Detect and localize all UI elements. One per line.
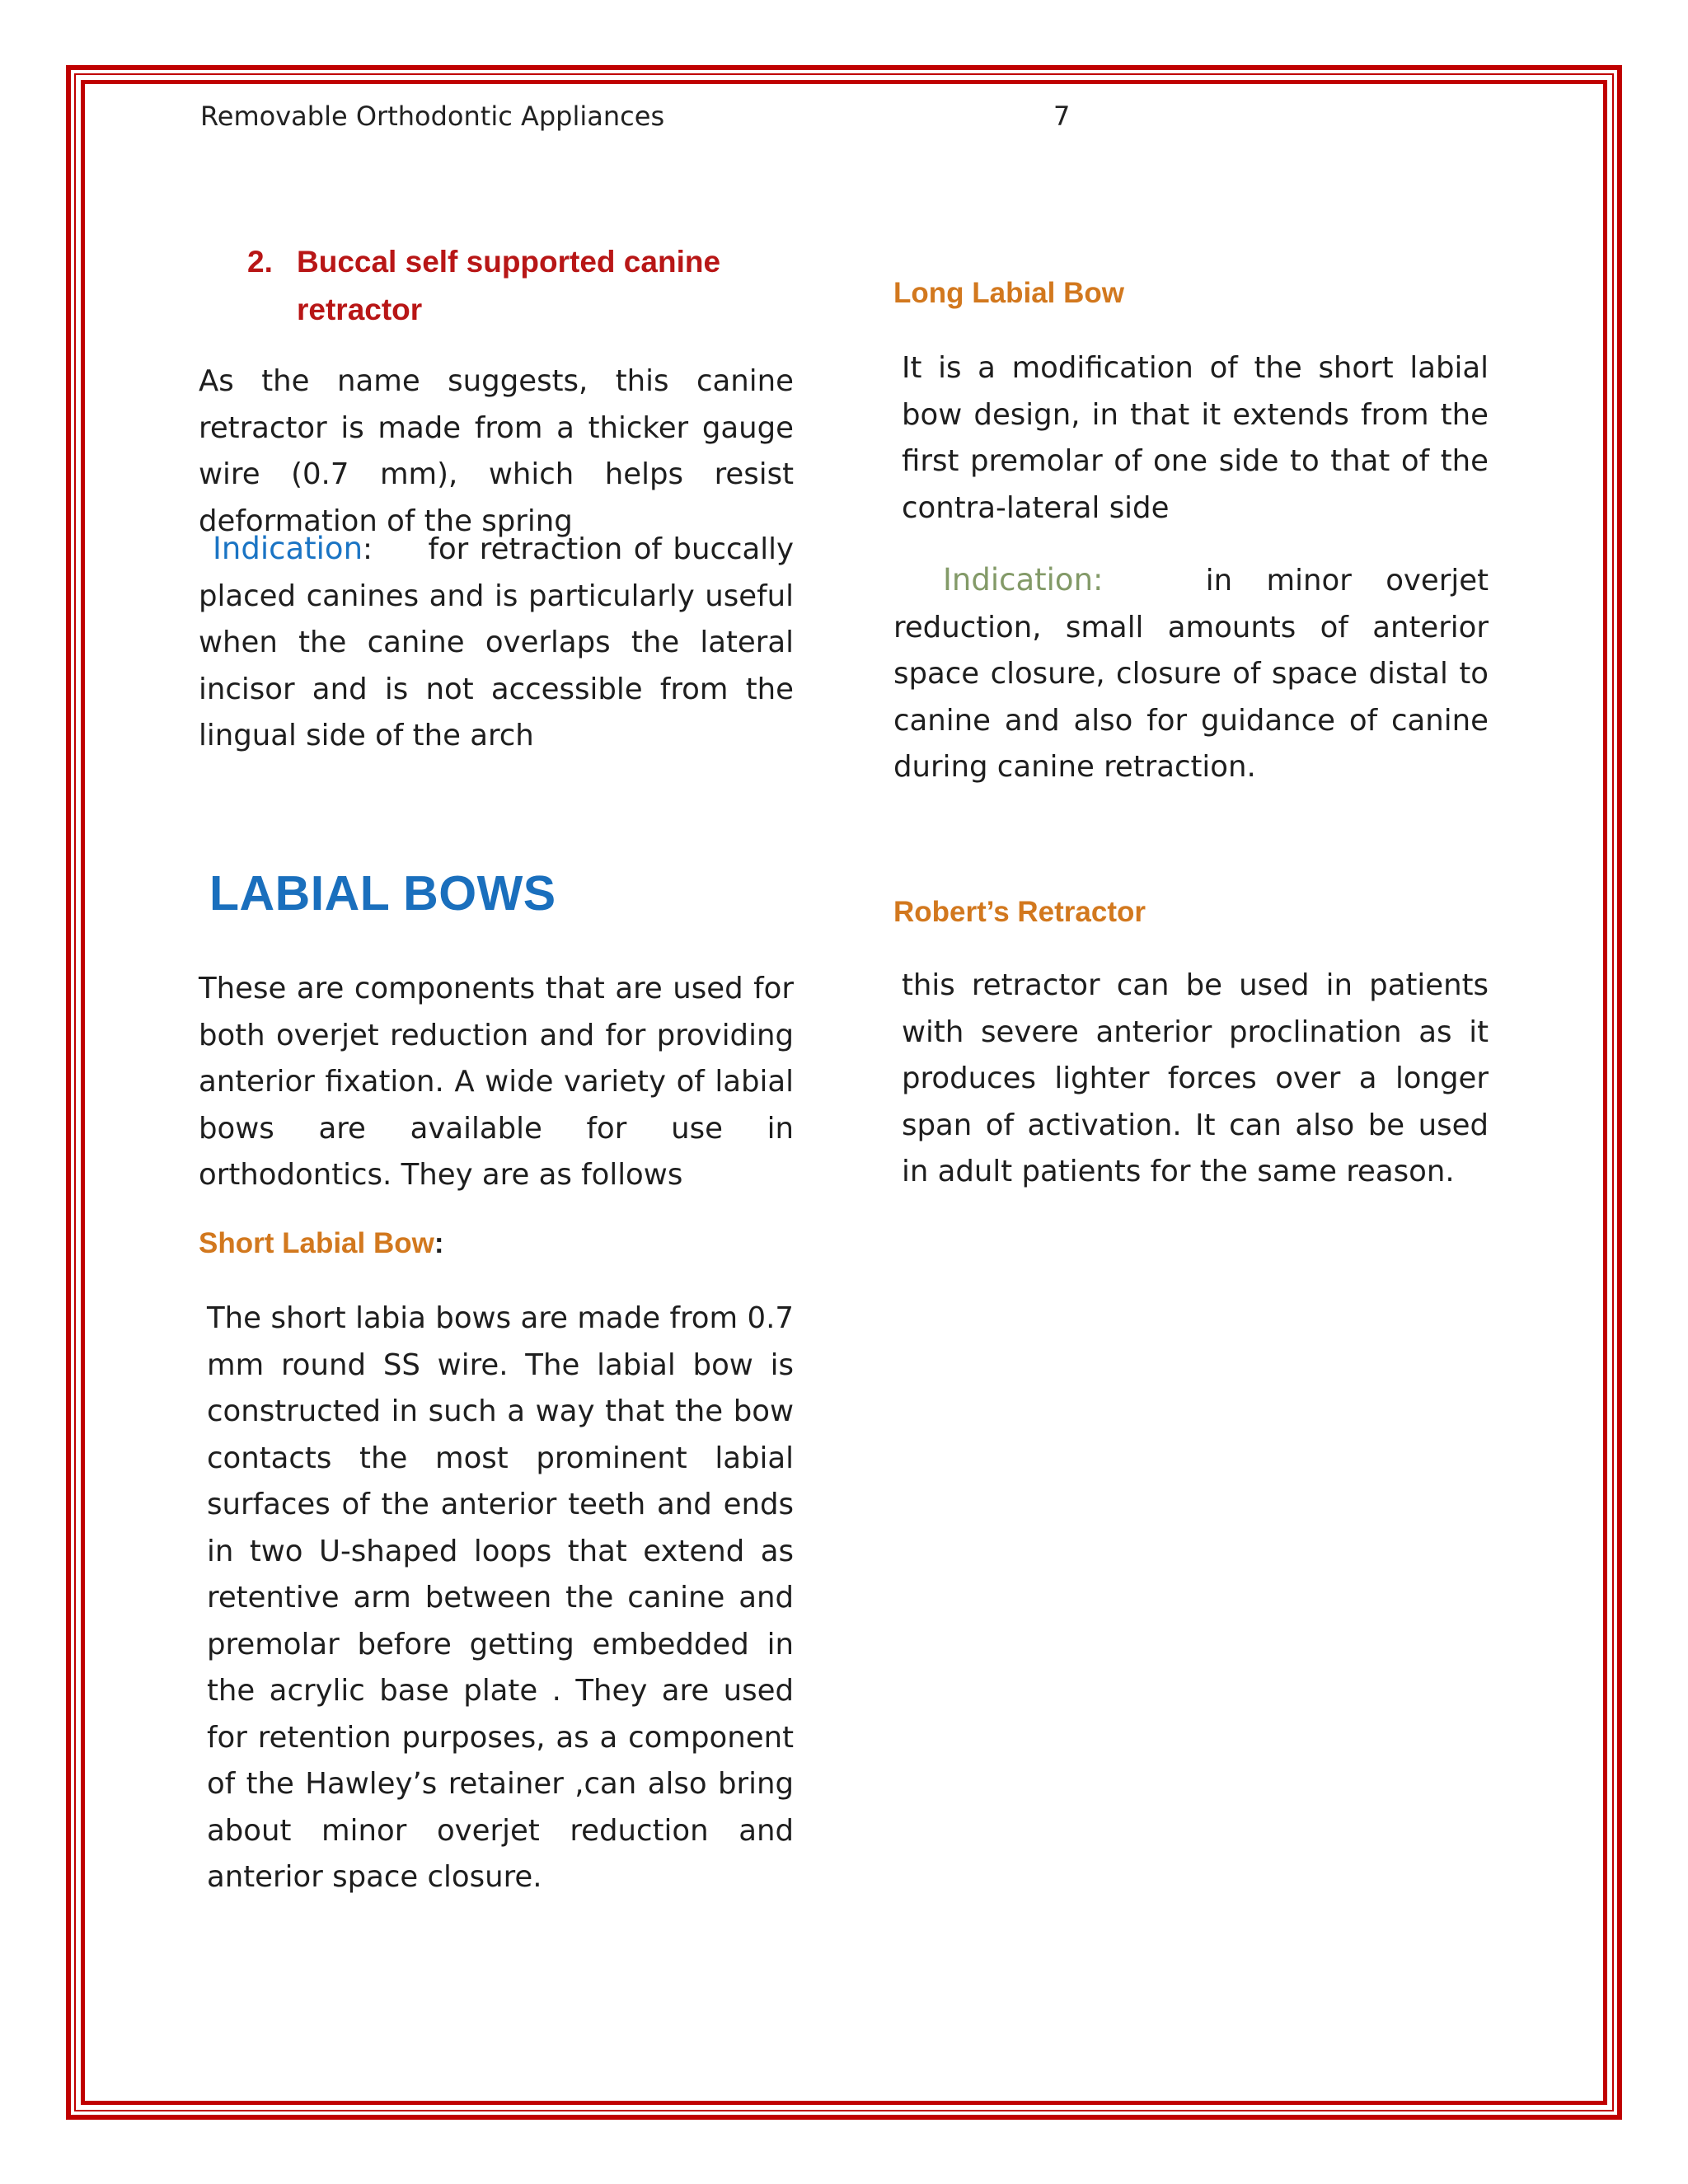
buccal-indication-block xyxy=(199,526,794,760)
long-labial-bow-paragraph: It is a modification of the short labial bow design, in that it extends from the first premolar of one side to that of the contra-lateral side xyxy=(902,351,1489,525)
heading-number: 2. xyxy=(247,245,273,279)
short-labial-bow-heading-text: Short Labial Bow xyxy=(199,1227,434,1259)
buccal-retractor-body xyxy=(199,359,794,545)
long-labial-bow-indication-text: in minor overjet reduction, small amounts of anterior space closure, closure of space distal to canine and also for guidance of canine during canine retraction. xyxy=(893,564,1489,784)
short-labial-bow-paragraph: The short labia bows are made from 0.7 mm round SS wire. The labial bow is constructed in such a way that the bow contacts the most prominent labial surfaces of the anterior teeth and ends in two U-shaped loops that extend as retentive arm between the canine and premolar before getting embedded in the acrylic base plate . They are used for retention purposes, as a component of the Hawley’s retainer ,can also bring about minor overjet reduction and anterior space closure. xyxy=(207,1301,794,1894)
roberts-retractor-heading: Robert’s Retractor xyxy=(893,896,1146,928)
indication-label-green: Indication: xyxy=(943,562,1104,598)
indication-label: Indication xyxy=(213,531,363,566)
long-labial-bow-indication-paragraph xyxy=(893,557,1489,791)
short-labial-bow-heading xyxy=(199,1227,794,1260)
numbered-heading xyxy=(247,238,775,334)
labial-bows-paragraph: These are components that are used for both overjet reduction and for providing anterior fixation. A wide variety of labial bows are available for use in orthodontics. They are as follows xyxy=(199,972,794,1192)
buccal-indication-paragraph xyxy=(199,526,794,760)
roberts-retractor-paragraph: this retractor can be used in patients with severe anterior proclination as it produces lighter forces over a longer span of activation. It can also be used in adult patients for the same reason. xyxy=(902,968,1489,1188)
long-labial-bow-heading: Long Labial Bow xyxy=(893,277,1124,309)
indication-colon: : xyxy=(363,532,373,566)
short-labial-bow-heading-block xyxy=(199,1227,794,1260)
roberts-retractor-heading-block xyxy=(893,896,1489,929)
short-labial-bow-body xyxy=(199,1296,794,1901)
long-labial-bow-heading-block xyxy=(893,277,1489,310)
section-heading-labial-bows: LABIAL BOWS xyxy=(209,866,556,921)
buccal-retractor-paragraph: As the name suggests, this canine retractor is made from a thicker gauge wire (0.7 mm), which helps resist deformation of the spring xyxy=(199,364,794,538)
short-labial-bow-colon: : xyxy=(434,1227,444,1259)
long-labial-bow-indication-block xyxy=(893,557,1489,791)
running-header-title: Removable Orthodontic Appliances xyxy=(200,101,665,132)
page-number: 7 xyxy=(1053,101,1071,132)
indication-text: for retraction of buccally placed canines and is particularly useful when the canine overlaps the lateral incisor and is not accessible from the lingual side of the arch xyxy=(199,532,794,752)
long-labial-bow-body xyxy=(893,345,1489,532)
roberts-retractor-body xyxy=(893,963,1489,1196)
heading-text: Buccal self supported canine retractor xyxy=(297,245,721,326)
labial-bows-body xyxy=(199,966,794,1199)
